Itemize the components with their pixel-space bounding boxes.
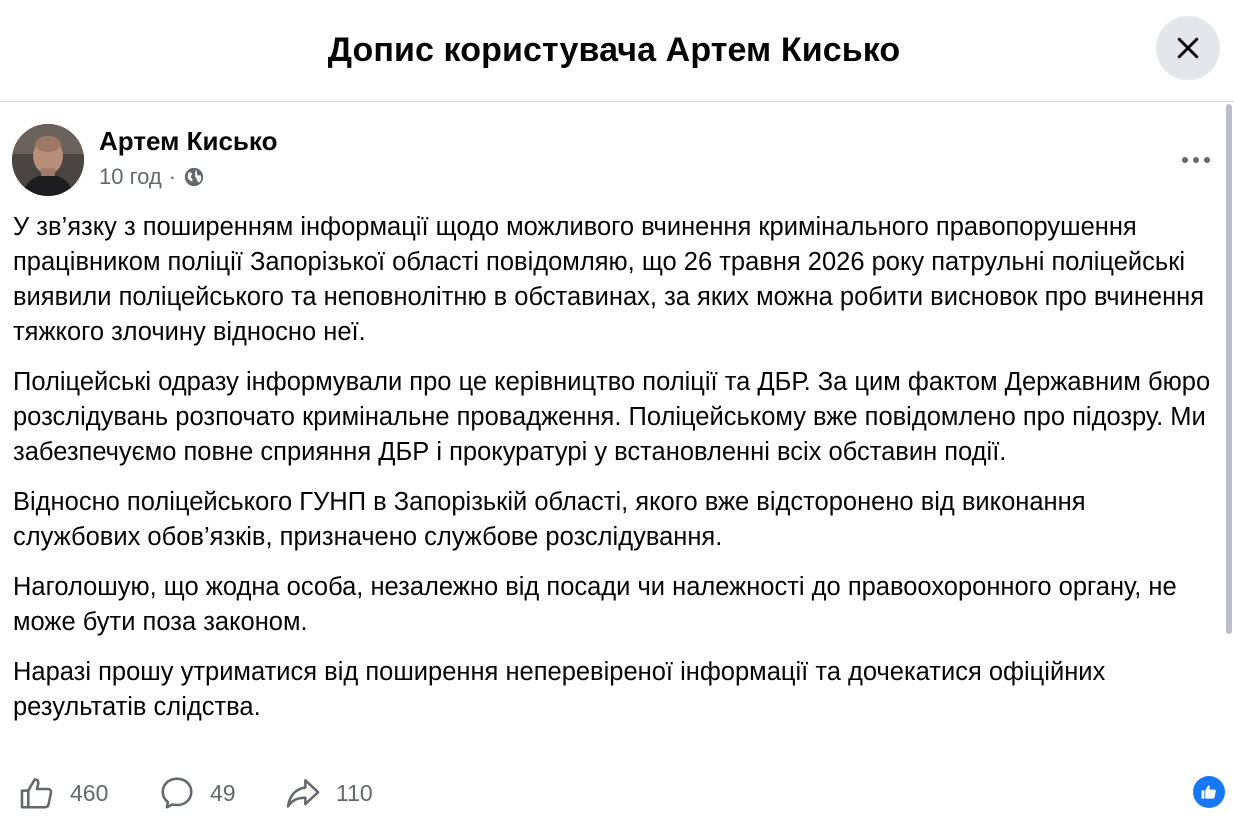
- post-meta: [99, 164, 205, 190]
- post-paragraph: У зв’язку з поширенням інформації щодо можливого вчинення кримінального правопорушення працівником поліції Запорізької області повідомляю, що 26 травня 2026 року патрульні поліцейські виявили поліцейського та неповнолітню в обставинах, за яких можна робити висновок про вчинення тяжкого злочину відносно неї.: [13, 213, 1205, 346]
- share-count: 110: [336, 779, 373, 806]
- dialog-title: Допис користувача Артем Кисько: [327, 31, 901, 69]
- share-button[interactable]: [284, 774, 373, 812]
- comment-count: 49: [210, 779, 236, 806]
- post-timestamp[interactable]: 10 год: [99, 164, 162, 189]
- dialog-header: [0, 0, 1234, 102]
- thumbs-up-icon: [18, 774, 56, 812]
- more-options-button[interactable]: [1176, 140, 1216, 180]
- post-paragraph: Наразі прошу утриматися від поширення неперевіреної інформації та дочекатися офіційних результатів слідства.: [13, 658, 1106, 721]
- scrollbar[interactable]: [1226, 104, 1232, 634]
- post-actions: [0, 774, 1224, 814]
- close-button[interactable]: [1156, 16, 1220, 80]
- share-arrow-icon: [284, 774, 322, 812]
- close-icon: [1173, 33, 1203, 63]
- more-icon: [1182, 157, 1188, 163]
- post-body: [13, 210, 1218, 740]
- post-paragraph: Наголошую, що жодна особа, незалежно від посади чи належності до правоохоронного органу, не може бути поза законом.: [13, 573, 1177, 636]
- like-count: 460: [70, 779, 109, 806]
- like-badge-icon[interactable]: [1193, 776, 1225, 808]
- post-paragraph: Відносно поліцейського ГУНП в Запорізькій області, якого вже відсторонено від виконання службових обов’язків, призначено службове розслідування.: [13, 488, 1086, 551]
- author-name[interactable]: Артем Кисько: [99, 126, 278, 156]
- post: [0, 102, 1224, 836]
- comment-button[interactable]: [158, 774, 236, 812]
- like-button[interactable]: [18, 774, 108, 812]
- avatar[interactable]: [12, 124, 84, 196]
- comment-bubble-icon: [158, 774, 196, 812]
- post-paragraph: Поліцейські одразу інформували про це керівництво поліції та ДБР. За цим фактом Державним бюро розслідувань розпочато кримінальне провадження. Поліцейському вже повідомлено про підозру. Ми забезпечуємо повне сприяння ДБР і прокуратурі у встановленні всіх обставин події.: [13, 368, 1211, 466]
- meta-separator: ·: [168, 164, 177, 189]
- globe-icon: [183, 166, 205, 188]
